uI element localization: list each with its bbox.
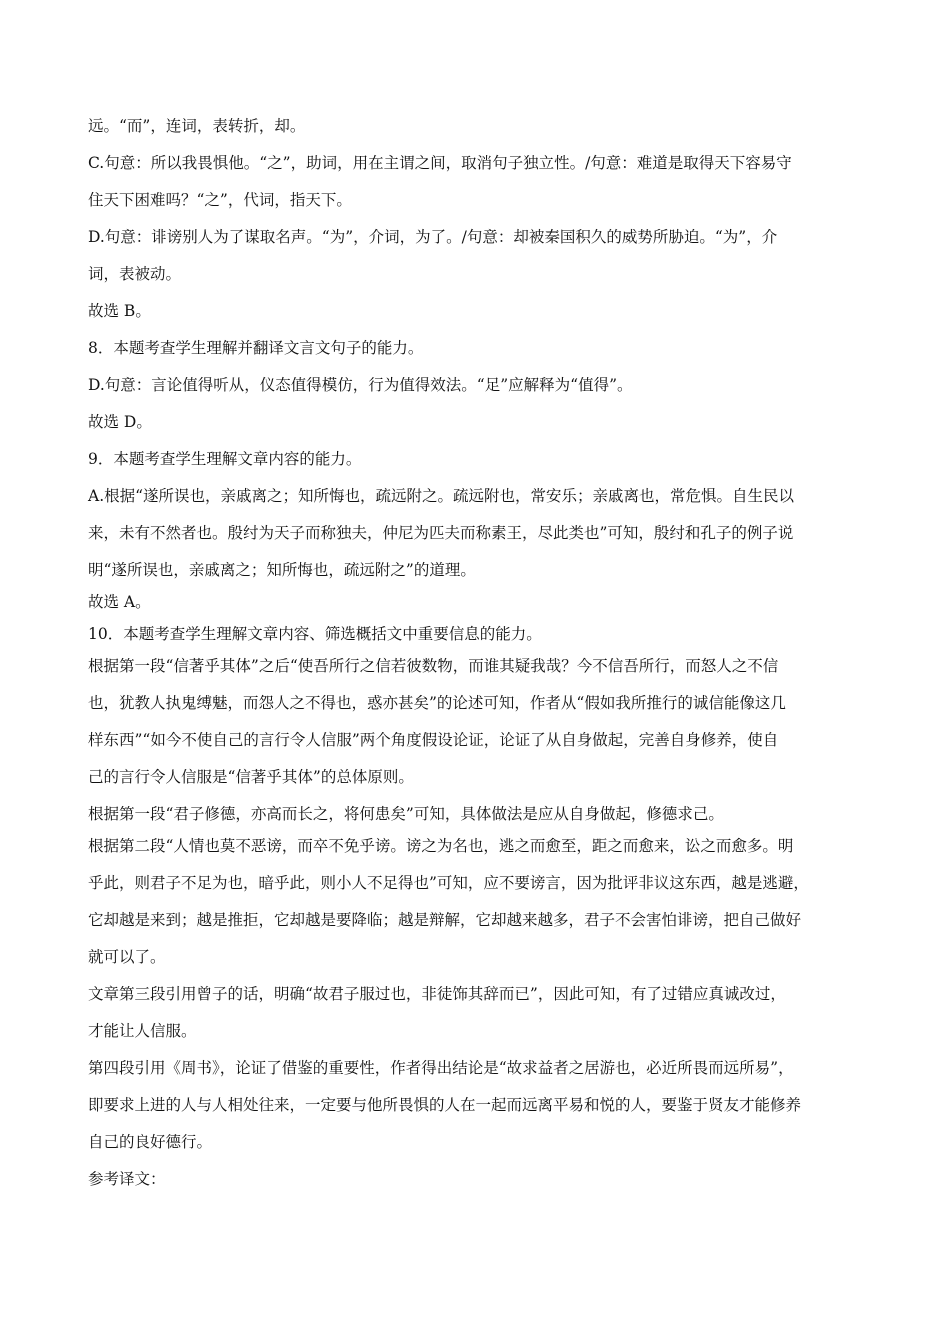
text-line: 住天下困难吗？“之”，代词，指天下。: [88, 191, 352, 209]
text-line: 根据第一段“信著乎其体”之后“使吾所行之信若彼数物，而谁其疑我哉？今不信吾所行，而怒人之不信: [88, 657, 779, 675]
answer-explanation-text: [88, 112, 868, 1202]
text-line: 自己的良好德行。: [88, 1133, 213, 1151]
text-line: 乎此，则君子不足为也，暗乎此，则小人不足得也”可知，应不要谤言，因为批评非议这东西，越是逃避，: [88, 874, 809, 892]
text-line: 也，犹教人执鬼缚魅，而怨人之不得也，惑亦甚矣”的论述可知，作者从“假如我所推行的诚信能像这几: [88, 694, 786, 712]
answer-choice-line: 故选 D。: [88, 413, 152, 431]
text-line: D.句意：诽谤别人为了谋取名声。“为”，介词，为了。/句意：却被秦国积久的威势所胁迫。“为”，介: [88, 228, 778, 246]
text-line: 根据第二段“人情也莫不恶谤，而卒不免乎谤。谤之为名也，逃之而愈至，距之而愈来，讼之而愈多。明: [88, 837, 794, 855]
text-line: 远。“而”，连词，表转折，却。: [88, 117, 306, 135]
text-line: 就可以了。: [88, 948, 166, 966]
text-line: 来，未有不然者也。殷纣为天子而称独夫，仲尼为匹夫而称素王，尽此类也”可知，殷纣和孔子的例子说: [88, 524, 794, 542]
text-line: 才能让人信服。: [88, 1022, 197, 1040]
text-line: 第四段引用《周书》，论证了借鉴的重要性，作者得出结论是“故求益者之居游也，必近所畏而远所易”，: [88, 1059, 794, 1077]
text-line: 即要求上进的人与人相处往来，一定要与他所畏惧的人在一起而远离平易和悦的人，要鉴于贤友才能修养: [88, 1096, 802, 1114]
text-line: 样东西”“如今不使自己的言行令人信服”两个角度假设论证，论证了从自身做起，完善自身修养，使自: [88, 731, 779, 749]
question-heading: 9．本题考查学生理解文章内容的能力。: [88, 450, 362, 468]
text-line: 根据第一段“君子修德，亦高而长之，将何患矣”可知，具体做法是应从自身做起，修德求己。: [88, 805, 724, 823]
reference-translation-heading: 参考译文：: [88, 1170, 166, 1188]
text-line: 文章第三段引用曾子的话，明确“故君子服过也，非徒饰其辞而已”，因此可知，有了过错应真诚改过，: [88, 985, 786, 1003]
text-line: A.根据“遂所误也，亲戚离之；知所悔也，疏远附之。疏远附也，常安乐；亲戚离也，常危惧。自生民以: [88, 487, 795, 505]
answer-choice-line: 故选 B。: [88, 302, 151, 320]
text-line: 己的言行令人信服是“信著乎其体”的总体原则。: [88, 768, 414, 786]
question-heading: 8．本题考查学生理解并翻译文言文句子的能力。: [88, 339, 424, 357]
answer-choice-line: 故选 A。: [88, 593, 151, 611]
text-line: D.句意：言论值得听从，仪态值得模仿，行为值得效法。“足”应解释为“值得”。: [88, 376, 633, 394]
question-heading: 10．本题考查学生理解文章内容、筛选概括文中重要信息的能力。: [88, 625, 542, 643]
text-line: C.句意：所以我畏惧他。“之”，助词，用在主谓之间，取消句子独立性。/句意：难道是取得天下容易守: [88, 154, 792, 172]
text-line: 词，表被动。: [88, 265, 182, 283]
text-line: 明“遂所误也，亲戚离之；知所悔也，疏远附之”的道理。: [88, 561, 476, 579]
text-line: 它却越是来到；越是推拒，它却越是要降临；越是辩解，它却越来越多，君子不会害怕诽谤，把自己做好: [88, 911, 802, 929]
